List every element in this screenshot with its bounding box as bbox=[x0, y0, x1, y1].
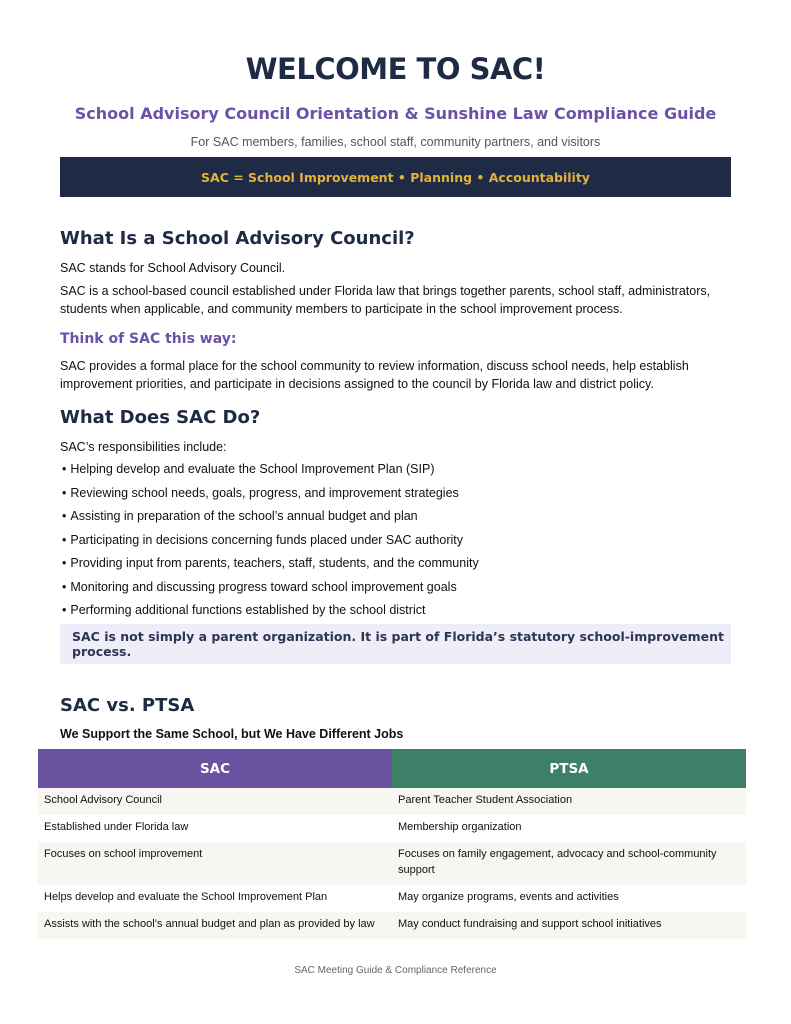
list-item: • Assisting in preparation of the school’s annual budget and plan bbox=[62, 509, 418, 523]
what-is-paragraph-1: SAC stands for School Advisory Council. bbox=[60, 261, 286, 275]
table-cell-ptsa: Parent Teacher Student Association bbox=[392, 788, 746, 815]
table-cell-sac: Focuses on school improvement bbox=[38, 842, 392, 885]
tagline-banner bbox=[60, 157, 731, 197]
comparison-heading: SAC vs. PTSA bbox=[60, 695, 195, 716]
think-of-sac-heading: Think of SAC this way: bbox=[60, 331, 237, 347]
table-cell-sac: Established under Florida law bbox=[38, 815, 392, 842]
table-header-row bbox=[38, 749, 746, 788]
table-cell-ptsa: Membership organization bbox=[392, 815, 746, 842]
what-is-paragraph-2: SAC is a school-based council established under Florida law that brings together parents, school staff, administrators, students when applicable, and community members to participate in the school improvement process. bbox=[60, 284, 711, 316]
table-row bbox=[38, 912, 746, 939]
page-title: WELCOME TO SAC! bbox=[245, 52, 546, 86]
list-item: • Participating in decisions concerning funds placed under SAC authority bbox=[62, 532, 463, 547]
table-cell-ptsa: May conduct fundraising and support school initiatives bbox=[392, 912, 746, 939]
page-footer: SAC Meeting Guide & Compliance Reference bbox=[294, 965, 497, 976]
what-is-heading: What Is a School Advisory Council? bbox=[60, 228, 415, 249]
callout-box bbox=[60, 624, 731, 664]
responsibilities-list bbox=[62, 460, 479, 625]
list-item: • Reviewing school needs, goals, progress, and improvement strategies bbox=[62, 485, 459, 500]
column-header-ptsa: PTSA bbox=[392, 749, 746, 788]
comparison-table bbox=[38, 749, 746, 939]
table-row bbox=[38, 788, 746, 815]
list-item: • Monitoring and discussing progress toward school improvement goals bbox=[62, 579, 457, 594]
table-cell-sac: Assists with the school’s annual budget and plan as provided by law bbox=[38, 912, 392, 939]
table-row bbox=[38, 815, 746, 842]
callout-text: SAC is not simply a parent organization. It is part of Florida’s statutory school-improvement process. bbox=[72, 629, 724, 659]
table-cell-sac: Helps develop and evaluate the School Improvement Plan bbox=[38, 885, 392, 912]
page-subtitle: School Advisory Council Orientation & Sunshine Law Compliance Guide bbox=[74, 104, 717, 123]
audience-line: For SAC members, families, school staff, community partners, and visitors bbox=[190, 135, 601, 149]
list-item: • Helping develop and evaluate the School Improvement Plan (SIP) bbox=[62, 462, 435, 476]
table-row bbox=[38, 885, 746, 912]
table-row bbox=[38, 842, 746, 885]
table-cell-ptsa: Focuses on family engagement, advocacy and school-community support bbox=[392, 842, 746, 885]
what-is-paragraph-3: SAC provides a formal place for the school community to review information, discuss school needs, help establish improvement priorities, and participate in decisions assigned to the council by Florida law and district policy. bbox=[60, 359, 689, 391]
responsibilities-intro: SAC’s responsibilities include: bbox=[60, 440, 227, 454]
banner-text: SAC = School Improvement • Planning • Accountability bbox=[201, 169, 590, 185]
comparison-tagline: We Support the Same School, but We Have Different Jobs bbox=[60, 727, 404, 741]
table-cell-sac: School Advisory Council bbox=[38, 788, 392, 815]
list-item: • Providing input from parents, teachers, staff, students, and the community bbox=[62, 556, 479, 570]
column-header-sac: SAC bbox=[38, 749, 392, 788]
list-item: • Performing additional functions established by the school district bbox=[62, 603, 426, 617]
what-does-heading: What Does SAC Do? bbox=[60, 407, 261, 428]
table-cell-ptsa: May organize programs, events and activities bbox=[392, 885, 746, 912]
